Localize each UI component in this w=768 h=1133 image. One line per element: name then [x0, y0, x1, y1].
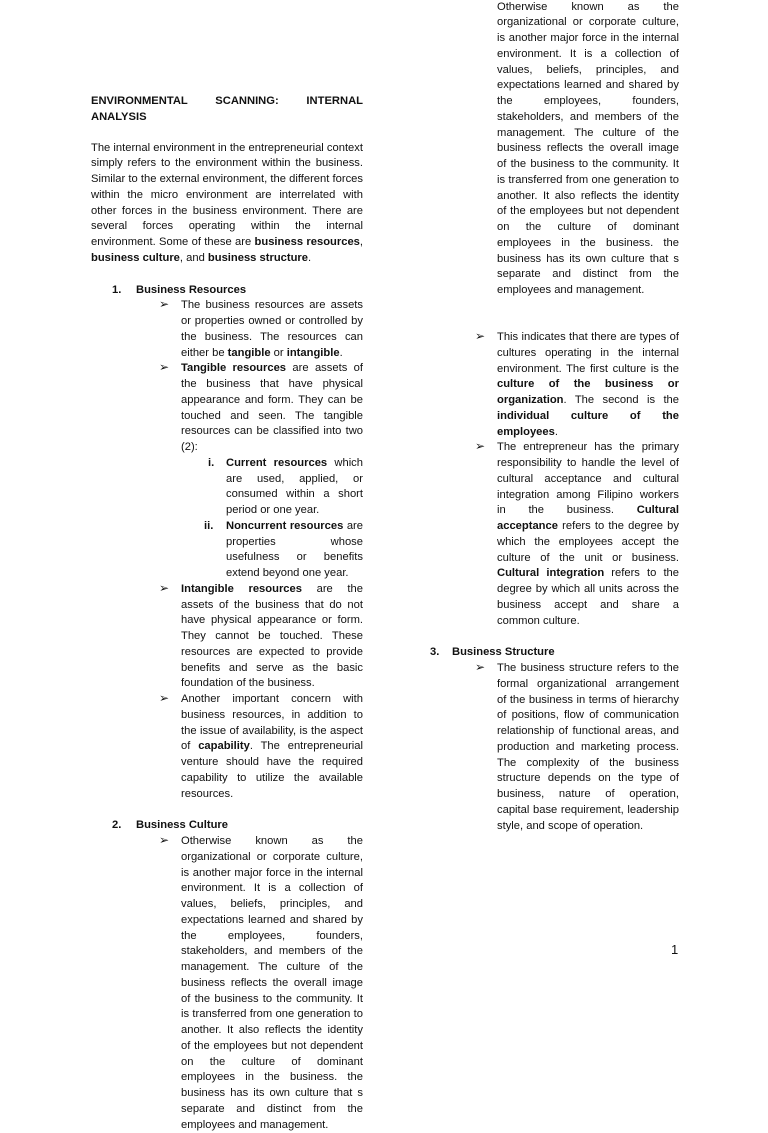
business-culture-definition-part-1: Otherwise known as the organizational or corporate culture, is another major force in the internal environment. It is a collection of values, beliefs, principles, and expectations learned and shared by the employees, founders, stakeholders, and members of the management. The culture of the business reflects the overall image of the business to the community. It is transferred from one generation to another. It also reflects the identity of the employees but not dependent on the culture of dominant employees in the business. the business has its own culture that s separate and distinct from the employees and management. [181, 835, 363, 1131]
list-item: ➢ The business resources are assets or properties owned or controlled by the business. The resources can either be tangible or intangible. [159, 297, 363, 359]
intro-paragraph: The internal environment in the entrepreneurial context simply refers to the environment within the business. Similar to the external environment, the different forces within the micro environment are interrelated with other forces in the business environment. There are several forces operating within the internal environment. Some of these are business resources, business culture, and business structure. [91, 141, 363, 264]
arrow-bullet-icon: ➢ [159, 580, 170, 595]
arrow-bullet-icon: ➢ [159, 297, 170, 312]
arrow-bullet-icon: ➢ [475, 439, 486, 454]
sub-list-item: ii. Noncurrent resources are properties whose usefulness or benefits extend beyond one year. [204, 519, 364, 579]
arrow-bullet-icon: ➢ [159, 833, 170, 847]
list-item: ➢ This indicates that there are types of cultures operating in the internal environment. The first culture is the culture of the business or organization. The second is the individual culture of the employees. [475, 329, 679, 438]
section-heading-business-culture: 2. Business Culture [112, 819, 229, 832]
list-item: ➢ The entrepreneur has the primary responsibility to handle the level of cultural acceptance and cultural integration among Filipino workers in the business. Cultural acceptance refers to the degree by which the employees accept the culture of the unit or business. Cultural integration refers to the degree by which all units across the business accept and share a common culture. [475, 439, 679, 627]
list-item [91, 833, 363, 1131]
section-heading-business-structure: 3. Business Structure [430, 646, 555, 659]
document-title: ENVIRONMENTAL SCANNING: INTERNAL ANALYSIS [91, 95, 363, 123]
list-item: ➢ Intangible resources are the assets of the business that do not have physical appearance or form. They cannot be touched. These resources are expected to provide benefits and serve as the basic foundation of the business. [159, 580, 363, 690]
left-column [91, 94, 364, 1131]
business-culture-continued [430, 0, 679, 330]
sub-list-item: i. Current resources which are used, applied, or consumed within a short period or one year. [208, 456, 363, 516]
list-item: ➢ The business structure refers to the formal organizational arrangement of the business in terms of hierarchy of positions, flow of communication relationship of functional areas, and production and marketing process. The complexity of the business structure depends on the type of business, nature of operation, capital base requirement, leadership style, and scope of operation. [475, 660, 679, 832]
arrow-bullet-icon: ➢ [475, 660, 486, 674]
arrow-bullet-icon: ➢ [159, 360, 170, 375]
list-item: ➢ Another important concern with business resources, in addition to the issue of availability, is the aspect of capability. The entrepreneurial venture should have the required capability to utilize the available resources. [159, 691, 363, 800]
section-heading-business-resources: 1. Business Resources [112, 283, 247, 296]
arrow-bullet-icon: ➢ [159, 691, 170, 705]
list-item: ➢ Tangible resources are assets of the business that have physical appearance and form. They can be touched and seen. The tangible resources can be classified into two (2): [159, 360, 363, 453]
right-column [430, 0, 679, 834]
page-number: 1 [671, 942, 679, 957]
business-culture-definition-part-2: Otherwise known as the organizational or corporate culture, is another major force in the internal environment. It is a collection of values, beliefs, principles, and expectations learned and shared by the employees, founders, stakeholders, and members of the management. The culture of the business reflects the overall image of the business to the community. It is transferred from one generation to another. It also reflects the identity of the employees but not dependent on the culture of dominant employees in the business. the business has its own culture that s separate and distinct from the employees and management. [497, 0, 679, 296]
arrow-bullet-icon: ➢ [475, 329, 486, 343]
